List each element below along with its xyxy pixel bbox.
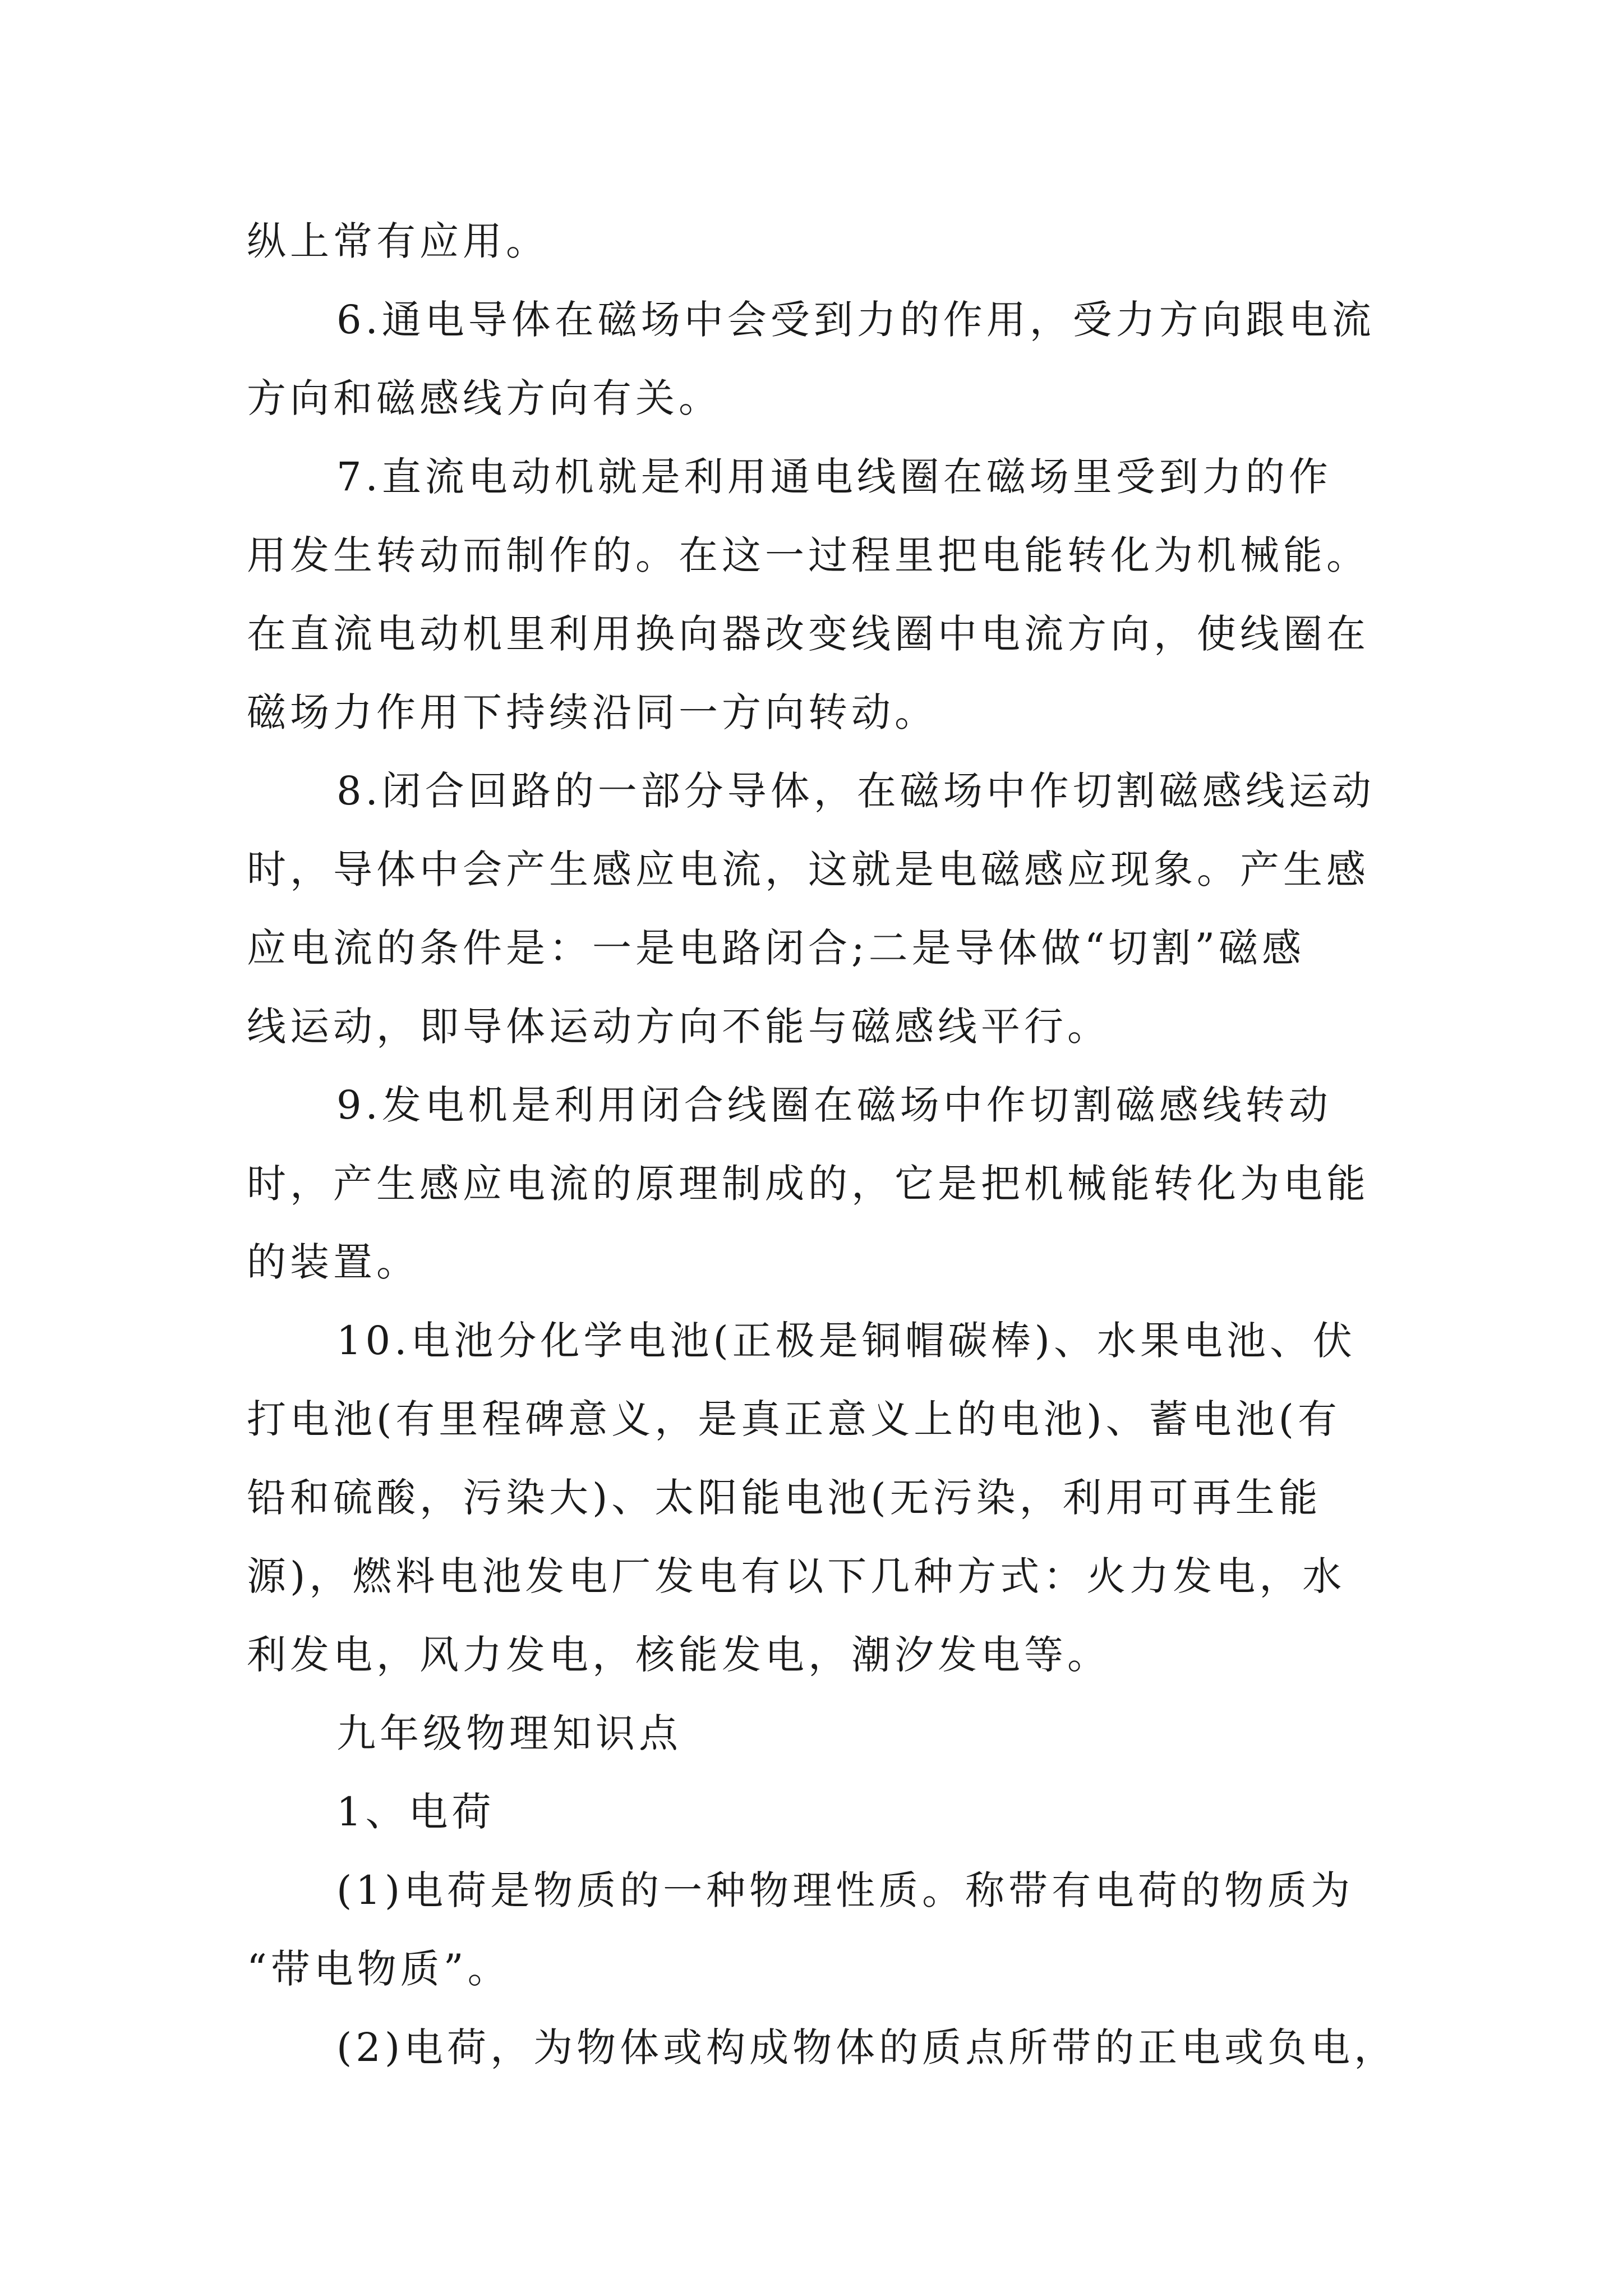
paragraph-7-line-1: 7.直流电动机就是利用通电线圈在磁场里受到力的作: [336, 454, 1332, 500]
item-1-line-1: (1)电荷是物质的一种物理性质。称带有电荷的物质为: [336, 1867, 1354, 1913]
text-line: 利发电，风力发电，核能发电，潮汐发电等。: [247, 1632, 1110, 1678]
item-2-line-1: (2)电荷，为物体或构成物体的质点所带的正电或负电，: [336, 2024, 1398, 2070]
text-line: 时，导体中会产生感应电流，这就是电磁感应现象。产生感: [247, 846, 1370, 892]
paragraph-8-line-1: 8.闭合回路的一部分导体，在磁场中作切割磁感线运动: [336, 768, 1375, 814]
text-line: 铅和硫酸，污染大)、太阳能电池(无污染，利用可再生能: [247, 1475, 1322, 1521]
text-line: 用发生转动而制作的。在这一过程里把电能转化为机械能。: [247, 532, 1370, 578]
text-line: 磁场力作用下持续沿同一方向转动。: [247, 689, 938, 735]
text-line: 的装置。: [247, 1239, 419, 1285]
text-line: 应电流的条件是：一是电路闭合;二是导体做“切割”磁感: [247, 925, 1306, 971]
paragraph-10-line-1: 10.电池分化学电池(正极是铜帽碳棒)、水果电池、伏: [336, 1318, 1356, 1364]
text-line: 源)，燃料电池发电厂发电有以下几种方式：火力发电，水: [247, 1553, 1346, 1599]
text-line: 时，产生感应电流的原理制成的，它是把机械能转化为电能: [247, 1161, 1370, 1207]
subsection-heading: 1、电荷: [336, 1789, 495, 1835]
text-line: 打电池(有里程碑意义，是真正意义上的电池)、蓄电池(有: [247, 1396, 1341, 1442]
paragraph-9-line-1: 9.发电机是利用闭合线圈在磁场中作切割磁感线转动: [336, 1082, 1332, 1128]
paragraph-6-line-1: 6.通电导体在磁场中会受到力的作用，受力方向跟电流: [336, 297, 1375, 343]
text-line: 纵上常有应用。: [247, 218, 549, 264]
section-heading: 九年级物理知识点: [336, 1710, 682, 1756]
text-line: 在直流电动机里利用换向器改变线圈中电流方向，使线圈在: [247, 611, 1370, 657]
text-line: “带电物质”。: [247, 1946, 511, 1992]
text-line: 方向和磁感线方向有关。: [247, 375, 722, 421]
text-line: 线运动，即导体运动方向不能与磁感线平行。: [247, 1004, 1110, 1050]
